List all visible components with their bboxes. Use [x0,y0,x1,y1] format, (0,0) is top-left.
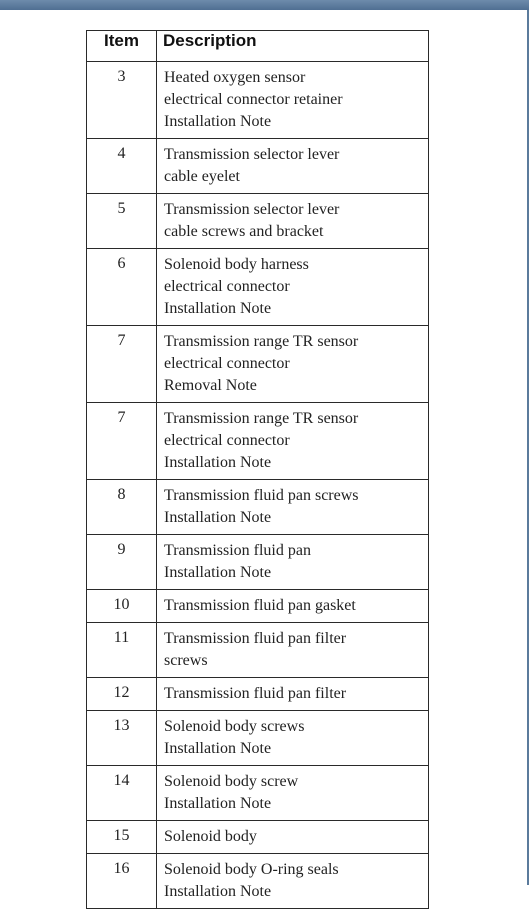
item-number-cell: 10 [87,590,157,623]
item-number-cell: 9 [87,535,157,590]
description-cell [157,623,429,678]
item-number-cell: 13 [87,711,157,766]
table-row [87,480,429,535]
description-line: Solenoid body O-ring seals [164,861,339,878]
table-row [87,326,429,403]
description-line: Transmission fluid pan gasket [164,597,356,614]
table-row [87,249,429,326]
description-cell [157,480,429,535]
description-line: Removal Note [164,377,257,394]
description-line: Solenoid body harness [164,256,309,273]
description-line: electrical connector retainer [164,91,343,108]
description-cell [157,854,429,909]
description-line: Installation Note [164,883,272,900]
item-number-cell: 3 [87,62,157,139]
description-cell [157,326,429,403]
table-row [87,766,429,821]
table-row [87,711,429,766]
description-line: cable eyelet [164,168,240,185]
description-line: Transmission range TR sensor [164,410,359,427]
description-cell [157,766,429,821]
table-row [87,821,429,854]
item-number-cell: 15 [87,821,157,854]
description-line: electrical connector [164,432,290,449]
description-line: Heated oxygen sensor [164,69,306,86]
description-cell [157,249,429,326]
table-row [87,623,429,678]
item-number-cell: 12 [87,678,157,711]
description-line: Installation Note [164,113,272,130]
item-number-cell: 4 [87,139,157,194]
table-row [87,678,429,711]
description-cell [157,821,429,854]
item-number-cell: 16 [87,854,157,909]
parts-table [86,30,429,909]
table-body [87,62,429,909]
item-number-cell: 7 [87,326,157,403]
description-line: Transmission fluid pan [164,542,311,559]
description-cell [157,403,429,480]
description-line: Installation Note [164,795,272,812]
table-row [87,194,429,249]
item-number-cell: 8 [87,480,157,535]
description-cell [157,711,429,766]
table-row [87,854,429,909]
description-line: Solenoid body [164,828,257,845]
description-line: Installation Note [164,454,272,471]
description-cell [157,62,429,139]
window-top-band [0,0,529,10]
description-line: Installation Note [164,740,272,757]
item-column-header: Item [87,31,157,62]
description-cell [157,678,429,711]
item-number-cell: 6 [87,249,157,326]
description-line: Transmission fluid pan screws [164,487,359,504]
description-cell [157,535,429,590]
description-cell [157,590,429,623]
description-line: Transmission selector lever [164,146,340,163]
description-line: Installation Note [164,564,272,581]
table-row [87,535,429,590]
description-line: electrical connector [164,278,290,295]
description-cell [157,194,429,249]
description-line: Solenoid body screws [164,718,305,735]
item-number-cell: 7 [87,403,157,480]
description-line: Installation Note [164,509,272,526]
item-number-cell: 5 [87,194,157,249]
table-header-row [87,31,429,62]
description-line: electrical connector [164,355,290,372]
table-row [87,403,429,480]
table-row [87,62,429,139]
description-line: cable screws and bracket [164,223,324,240]
description-line: Solenoid body screw [164,773,299,790]
description-line: Transmission fluid pan filter [164,630,347,647]
description-line: Transmission selector lever [164,201,340,218]
description-column-header: Description [157,31,429,62]
description-line: Transmission range TR sensor [164,333,359,350]
description-line: Transmission fluid pan filter [164,685,347,702]
item-number-cell: 11 [87,623,157,678]
item-number-cell: 14 [87,766,157,821]
table-row [87,139,429,194]
description-cell [157,139,429,194]
description-line: Installation Note [164,300,272,317]
table-row [87,590,429,623]
description-line: screws [164,652,208,669]
